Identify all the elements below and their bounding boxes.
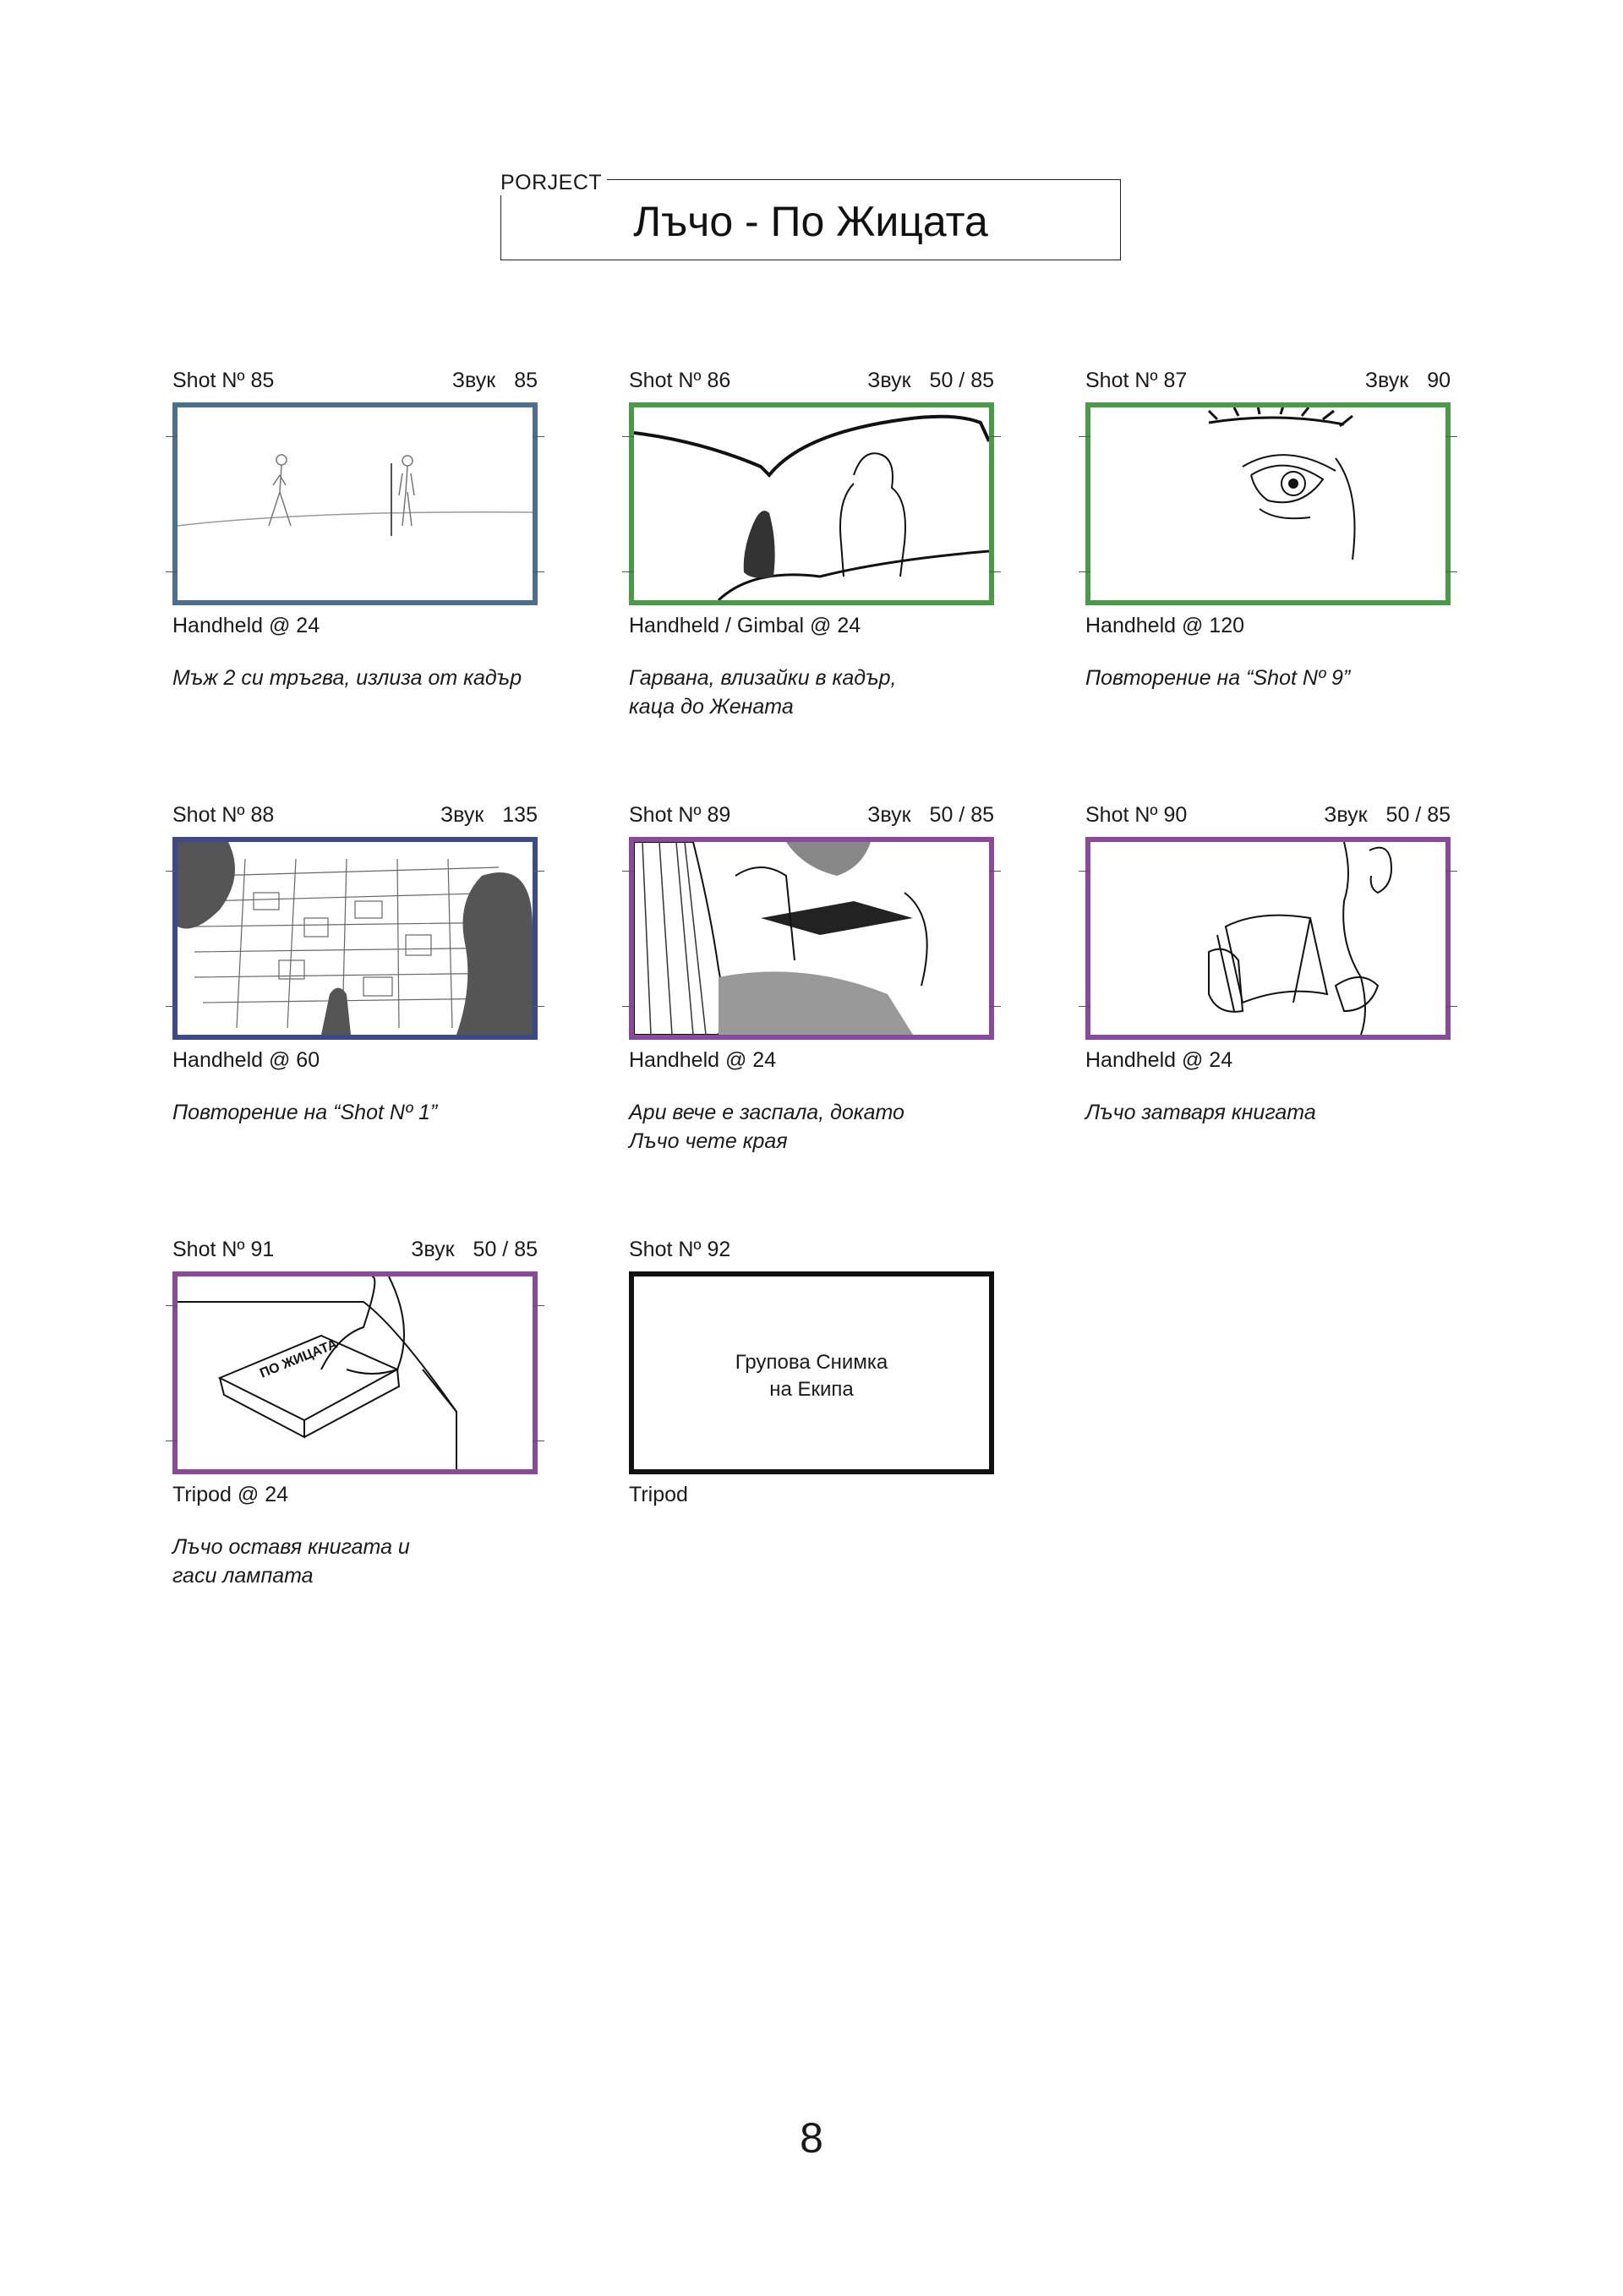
closing-book-sketch — [1085, 837, 1451, 1040]
shot-number: Shot Nº 88 — [172, 803, 275, 827]
shot-description: Мъж 2 си тръгва, излиза от кадър — [172, 666, 522, 690]
camera-setup: Handheld @ 24 — [629, 1048, 777, 1072]
sound-info: Звук 85 — [451, 369, 538, 392]
reading-book-sketch — [629, 837, 994, 1040]
two-figures-field-sketch — [172, 402, 538, 605]
shot-card — [629, 1238, 994, 1507]
shot-description: Ари вече е заспала, докато Лъчо чете края — [629, 1101, 904, 1153]
sound-info: Звук 50 / 85 — [411, 1238, 538, 1261]
project-title: Лъчо - По Жицата — [633, 198, 988, 245]
shot-description: Повторение на “Shot Nº 9” — [1085, 666, 1351, 690]
project-label: PORJECT — [500, 171, 607, 195]
camera-setup: Tripod @ 24 — [172, 1483, 289, 1506]
sound-info: Звук 50 / 85 — [1324, 803, 1451, 827]
shot-card — [1085, 369, 1451, 692]
shot-card — [629, 369, 994, 721]
shot-number: Shot Nº 90 — [1085, 803, 1188, 827]
shot-description: Лъчо затваря книгата — [1085, 1101, 1316, 1124]
shot-card — [172, 369, 538, 692]
sound-info: Звук 50 / 85 — [867, 803, 994, 827]
shot-card — [172, 803, 538, 1127]
camera-setup: Handheld / Gimbal @ 24 — [629, 614, 861, 637]
shot-description: Гарвана, влизайки в кадър, каца до Жената — [629, 666, 897, 719]
frame-caption: Групова Снимка на Екипа — [735, 1351, 888, 1401]
shot-card — [172, 1238, 538, 1590]
shot-description: Лъчо оставя книгата и гаси лампата — [172, 1535, 410, 1588]
shot-number: Shot Nº 87 — [1085, 369, 1188, 392]
shot-number: Shot Nº 91 — [172, 1238, 275, 1261]
shot-number: Shot Nº 85 — [172, 369, 275, 392]
shot-description: Повторение на “Shot Nº 1” — [172, 1101, 438, 1124]
shot-number: Shot Nº 92 — [629, 1238, 731, 1261]
text-only-frame — [629, 1271, 994, 1474]
eye-closeup-sketch — [1085, 402, 1451, 605]
camera-setup: Handheld @ 60 — [172, 1048, 320, 1072]
book-title: ПО ЖИЦАТА — [258, 1337, 340, 1381]
raven-and-woman-sketch — [629, 402, 994, 605]
camera-setup: Handheld @ 24 — [1085, 1048, 1233, 1072]
village-aerial-sketch — [172, 837, 538, 1040]
page-number: 8 — [800, 2114, 823, 2162]
camera-setup: Handheld @ 120 — [1085, 614, 1245, 637]
camera-setup: Handheld @ 24 — [172, 614, 320, 637]
sound-info: Звук 135 — [440, 803, 538, 827]
shot-card — [629, 803, 994, 1156]
book-on-table-sketch — [172, 1271, 538, 1474]
sound-info: Звук 90 — [1364, 369, 1451, 392]
shot-number: Shot Nº 86 — [629, 369, 731, 392]
shot-number: Shot Nº 89 — [629, 803, 731, 827]
shot-card — [1085, 803, 1451, 1127]
camera-setup: Tripod — [629, 1483, 688, 1506]
sound-info: Звук 50 / 85 — [867, 369, 994, 392]
